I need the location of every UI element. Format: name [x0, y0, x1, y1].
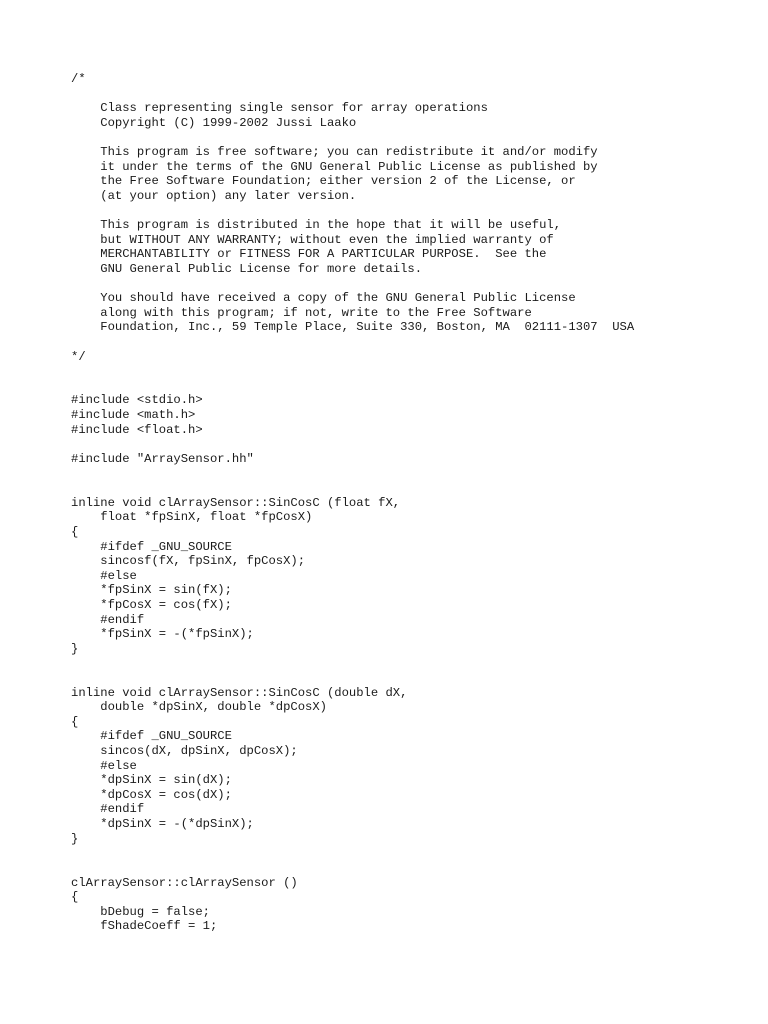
- code-line: This program is distributed in the hope that it will be useful,: [71, 218, 562, 233]
- code-line: #else: [71, 758, 137, 773]
- code-line: inline void clArraySensor::SinCosC (float fX,: [71, 495, 401, 510]
- code-line: *dpSinX = sin(dX);: [71, 773, 232, 788]
- code-line: }: [71, 641, 79, 656]
- code-line: #endif: [71, 612, 145, 627]
- code-line: #include <stdio.h>: [71, 393, 203, 408]
- code-line: the Free Software Foundation; either version 2 of the License, or: [71, 174, 576, 189]
- code-line: You should have received a copy of the GNU General Public License: [71, 291, 576, 306]
- code-line: sincos(dX, dpSinX, dpCosX);: [71, 744, 298, 759]
- code-line: [71, 437, 634, 452]
- code-line: }: [71, 831, 79, 846]
- code-line: inline void clArraySensor::SinCosC (double dX,: [71, 685, 408, 700]
- code-line: *fpSinX = sin(fX);: [71, 583, 232, 598]
- code-line: #include "ArraySensor.hh": [71, 451, 254, 466]
- code-line: This program is free software; you can redistribute it and/or modify: [71, 145, 598, 160]
- code-line: Copyright (C) 1999-2002 Jussi Laako: [71, 115, 357, 130]
- code-line: GNU General Public License for more details.: [71, 261, 423, 276]
- code-line: [71, 656, 634, 671]
- code-line: Class representing single sensor for array operations: [71, 101, 488, 116]
- code-line: [71, 846, 634, 861]
- code-line: *dpSinX = -(*dpSinX);: [71, 817, 254, 832]
- code-line: [71, 379, 634, 394]
- code-line: #endif: [71, 802, 145, 817]
- code-line: *dpCosX = cos(dX);: [71, 787, 232, 802]
- code-line: [71, 277, 634, 292]
- code-line: [71, 203, 634, 218]
- code-line: bDebug = false;: [71, 904, 210, 919]
- code-line: [71, 364, 634, 379]
- code-line: along with this program; if not, write to the Free Software: [71, 305, 532, 320]
- code-line: [71, 335, 634, 350]
- code-line: #else: [71, 568, 137, 583]
- source-code-listing: [71, 72, 634, 934]
- code-line: clArraySensor::clArraySensor (): [71, 875, 298, 890]
- code-line: #ifdef _GNU_SOURCE: [71, 729, 232, 744]
- code-line: Foundation, Inc., 59 Temple Place, Suite 330, Boston, MA 02111-1307 USA: [71, 320, 635, 335]
- code-line: [71, 466, 634, 481]
- code-line: but WITHOUT ANY WARRANTY; without even the implied warranty of: [71, 232, 554, 247]
- code-line: [71, 87, 634, 102]
- code-line: (at your option) any later version.: [71, 188, 357, 203]
- code-line: [71, 671, 634, 686]
- code-line: [71, 130, 634, 145]
- code-line: it under the terms of the GNU General Public License as published by: [71, 159, 598, 174]
- code-line: {: [71, 890, 79, 905]
- code-line: float *fpSinX, float *fpCosX): [71, 510, 313, 525]
- code-line: *fpSinX = -(*fpSinX);: [71, 627, 254, 642]
- code-line: sincosf(fX, fpSinX, fpCosX);: [71, 554, 306, 569]
- code-line: MERCHANTABILITY or FITNESS FOR A PARTICULAR PURPOSE. See the: [71, 247, 547, 262]
- code-line: */: [71, 349, 86, 364]
- code-line: *fpCosX = cos(fX);: [71, 597, 232, 612]
- code-line: fShadeCoeff = 1;: [71, 919, 218, 934]
- code-line: {: [71, 714, 79, 729]
- code-line: double *dpSinX, double *dpCosX): [71, 700, 327, 715]
- code-line: [71, 481, 634, 496]
- code-line: #include <float.h>: [71, 422, 203, 437]
- code-line: {: [71, 524, 79, 539]
- code-line: #include <math.h>: [71, 408, 196, 423]
- code-line: /*: [71, 72, 86, 86]
- code-line: [71, 861, 634, 876]
- code-line: #ifdef _GNU_SOURCE: [71, 539, 232, 554]
